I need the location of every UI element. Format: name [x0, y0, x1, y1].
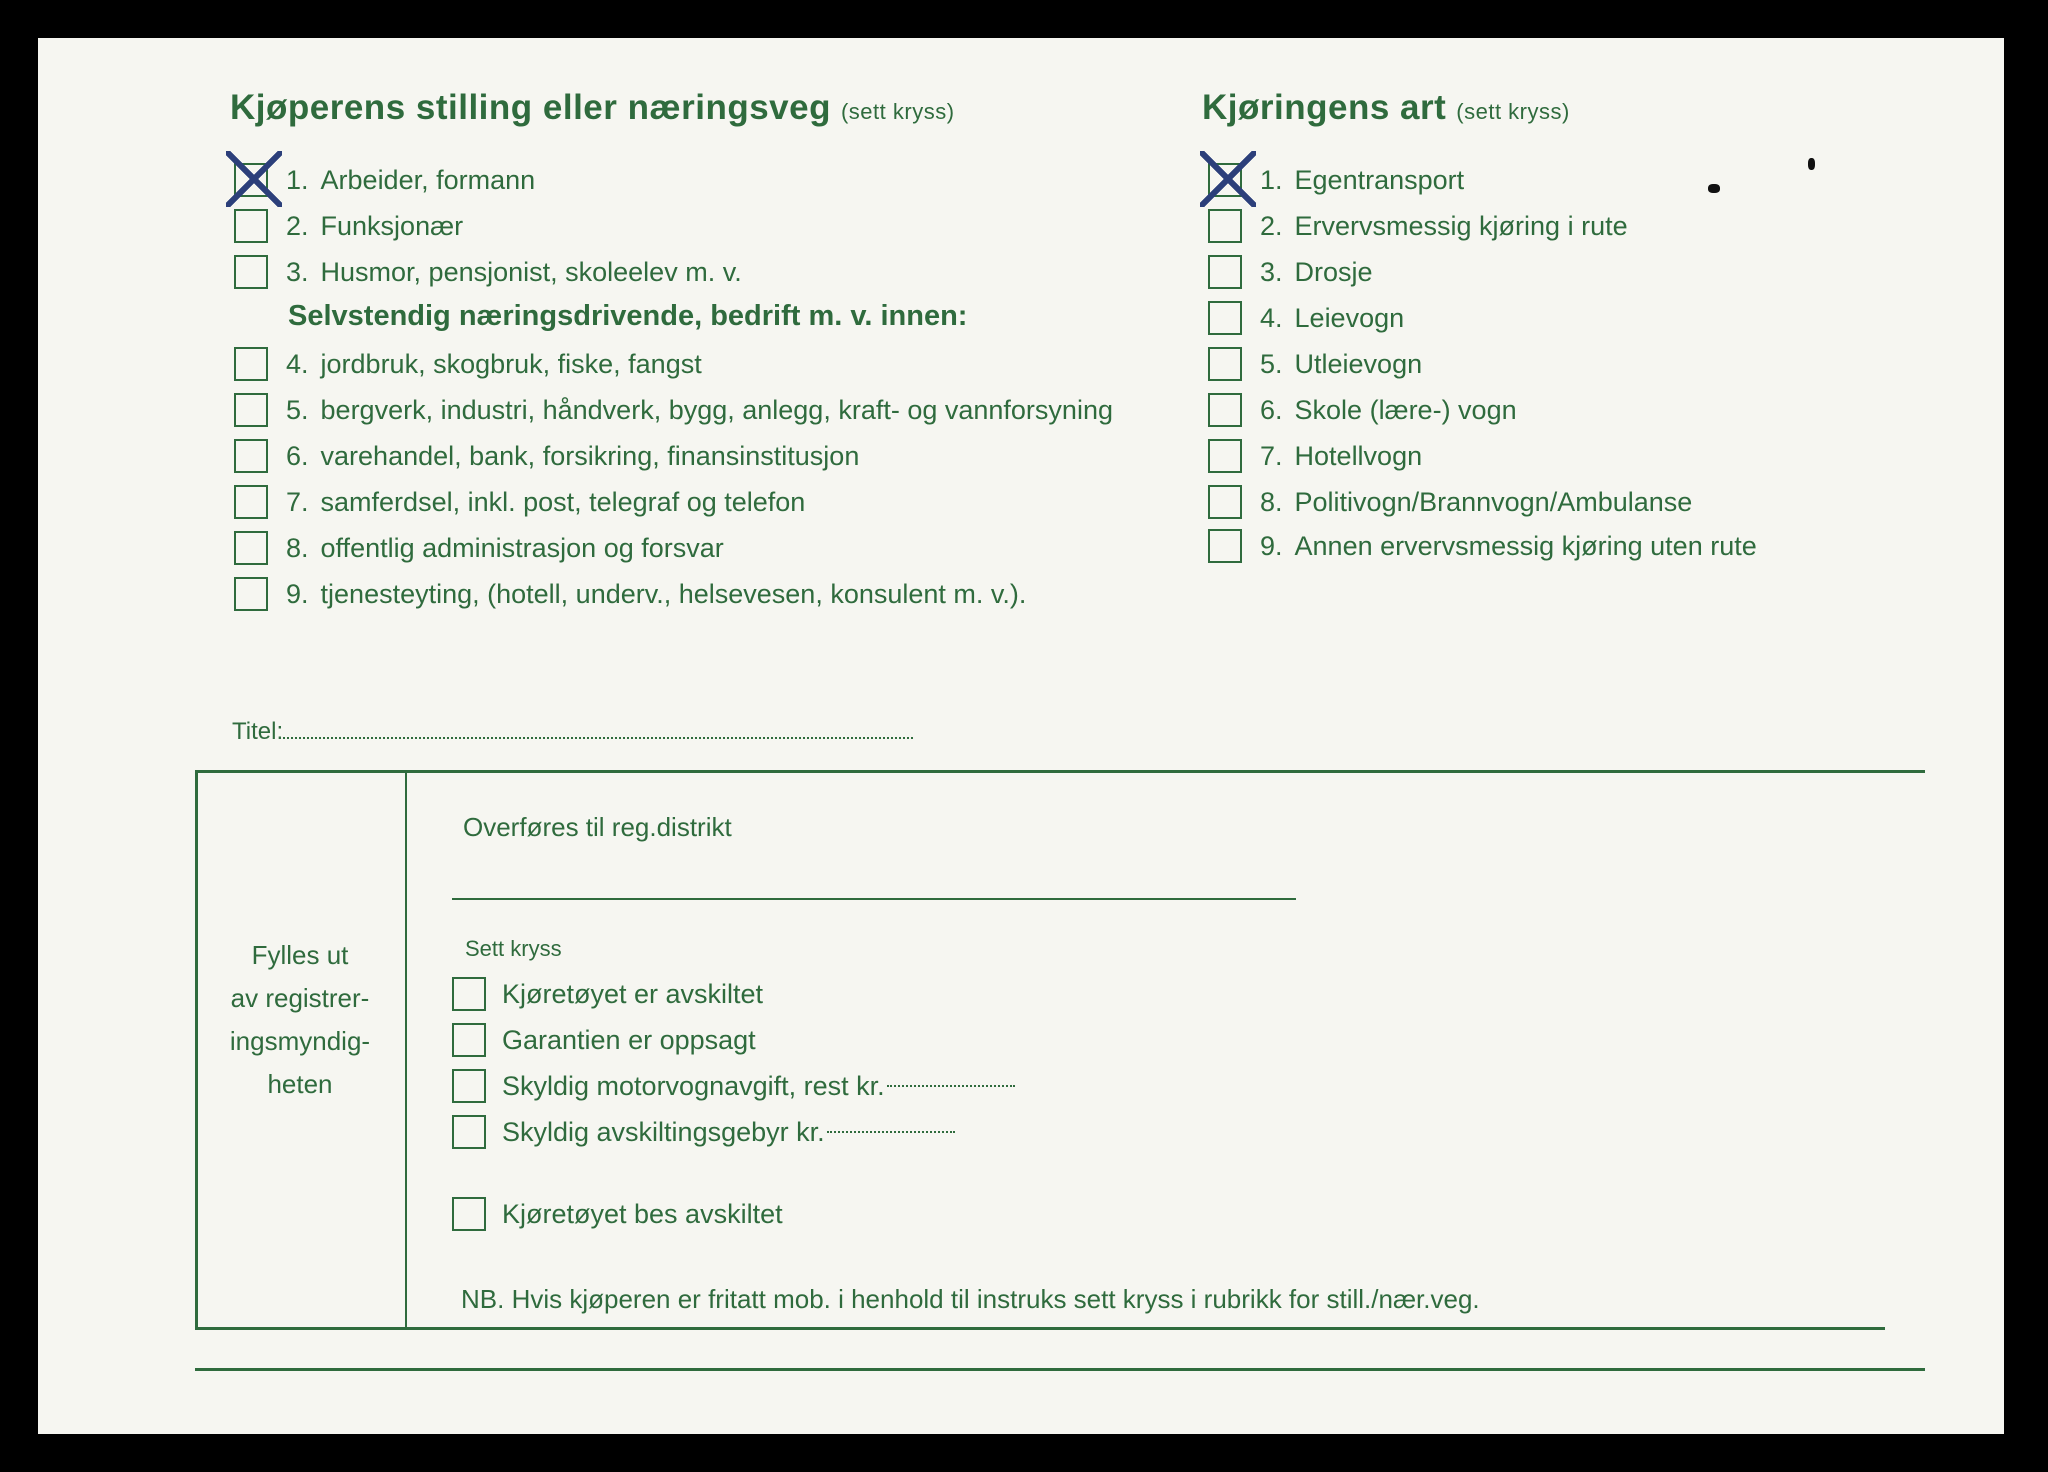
driving-option-1[interactable]	[1208, 160, 1464, 200]
checkbox[interactable]	[1208, 301, 1242, 335]
title-field[interactable]	[232, 718, 913, 746]
amount-dotted-line[interactable]	[887, 1085, 1015, 1087]
label-line: heten	[267, 1069, 333, 1099]
frame-divider	[405, 773, 407, 1328]
checkbox[interactable]	[234, 347, 268, 381]
option-number: 7.	[286, 486, 309, 517]
option-label: Kjøretøyet er avskiltet	[502, 978, 764, 1009]
buyer-option-2[interactable]	[234, 206, 463, 246]
driving-option-5[interactable]	[1208, 344, 1422, 384]
option-number: 6.	[286, 440, 309, 471]
option-label: Husmor, pensjonist, skoleelev m. v.	[320, 256, 742, 287]
driving-option-7[interactable]	[1208, 436, 1422, 476]
checkbox[interactable]	[452, 1197, 486, 1231]
checkbox[interactable]	[234, 577, 268, 611]
nb-note: NB. Hvis kjøperen er fritatt mob. i henhold til instruks sett kryss i rubrikk for still./nær.veg.	[461, 1284, 1480, 1314]
option-label: Kjøretøyet bes avskiltet	[502, 1198, 783, 1229]
checkbox[interactable]	[1208, 255, 1242, 289]
option-label: Politivogn/Brannvogn/Ambulanse	[1294, 486, 1693, 517]
option-number: 4.	[286, 348, 309, 379]
driving-option-2[interactable]	[1208, 206, 1628, 246]
checkbox[interactable]	[234, 209, 268, 243]
checkbox[interactable]	[452, 977, 486, 1011]
option-number: 6.	[1260, 394, 1283, 425]
checkbox[interactable]	[1208, 347, 1242, 381]
label-line: Fylles ut	[251, 940, 349, 970]
driving-option-9[interactable]	[1208, 526, 1757, 566]
checkbox[interactable]	[1208, 209, 1242, 243]
checkbox[interactable]	[234, 255, 268, 289]
option-label: bergverk, industri, håndverk, bygg, anlegg, kraft- og vannforsyning	[320, 394, 1113, 425]
buyer-option-3[interactable]	[234, 252, 742, 292]
registration-authority-box	[195, 770, 1885, 1330]
guarantee-cancelled-option[interactable]	[452, 1020, 756, 1060]
buyer-option-7[interactable]	[234, 482, 805, 522]
driving-option-3[interactable]	[1208, 252, 1373, 292]
option-number: 3.	[286, 256, 309, 287]
option-label: varehandel, bank, forsikring, finansinstitusjon	[320, 440, 860, 471]
label-line: ingsmyndig-	[229, 1026, 371, 1056]
checkbox[interactable]	[1208, 393, 1242, 427]
ink-speck	[1708, 184, 1720, 193]
vehicle-requested-plates-removed-option[interactable]	[452, 1194, 783, 1234]
option-label: Ervervsmessig kjøring i rute	[1294, 210, 1628, 241]
option-number: 8.	[286, 532, 309, 563]
option-label: Drosje	[1294, 256, 1373, 287]
registration-authority-label	[200, 934, 400, 1106]
buyer-option-8[interactable]	[234, 528, 724, 568]
checkbox[interactable]	[234, 393, 268, 427]
option-label: tjenesteyting, (hotell, underv., helsevesen, konsulent m. v.).	[320, 578, 1027, 609]
option-label: Egentransport	[1294, 164, 1465, 195]
driving-type-heading: Kjøringens art (sett kryss)	[1202, 88, 1570, 127]
option-number: 2.	[1260, 210, 1283, 241]
option-number: 5.	[286, 394, 309, 425]
driving-option-8[interactable]	[1208, 482, 1692, 522]
buyer-option-9[interactable]	[234, 574, 1026, 614]
checkbox[interactable]	[234, 439, 268, 473]
option-label: Garantien er oppsagt	[502, 1024, 756, 1055]
option-label: samferdsel, inkl. post, telegraf og telefon	[320, 486, 806, 517]
checkbox[interactable]	[1208, 485, 1242, 519]
checkbox[interactable]	[452, 1023, 486, 1057]
option-label: Utleievogn	[1294, 348, 1423, 379]
checkbox[interactable]	[1208, 529, 1242, 563]
buyer-option-6[interactable]	[234, 436, 859, 476]
buyer-option-5[interactable]	[234, 390, 1113, 430]
checkbox[interactable]	[234, 531, 268, 565]
option-label: Hotellvogn	[1294, 440, 1423, 471]
buyer-heading-note: (sett kryss)	[840, 99, 955, 124]
option-label: jordbruk, skogbruk, fiske, fangst	[320, 348, 702, 379]
option-number: 1.	[1260, 164, 1283, 195]
checkbox-checked[interactable]	[234, 163, 268, 197]
checkbox[interactable]	[234, 485, 268, 519]
label-line: av registrer-	[230, 983, 370, 1013]
option-number: 5.	[1260, 348, 1283, 379]
driving-heading-note: (sett kryss)	[1456, 99, 1570, 124]
option-number: 9.	[1260, 530, 1283, 561]
checkbox[interactable]	[452, 1115, 486, 1149]
ink-speck	[1808, 158, 1815, 170]
owed-vehicle-tax-option[interactable]	[452, 1066, 1015, 1106]
option-number: 1.	[286, 164, 309, 195]
self-employed-subheading: Selvstendig næringsdrivende, bedrift m. v. innen:	[288, 300, 968, 332]
option-label: Leievogn	[1294, 302, 1405, 333]
buyer-option-1[interactable]	[234, 160, 535, 200]
option-label: Skyldig motorvognavgift, rest kr.	[502, 1070, 885, 1101]
owed-plate-fee-option[interactable]	[452, 1112, 955, 1152]
option-number: 8.	[1260, 486, 1283, 517]
option-label: offentlig administrasjon og forsvar	[320, 532, 724, 563]
option-label: Arbeider, formann	[320, 164, 536, 195]
option-label: Annen ervervsmessig kjøring uten rute	[1294, 530, 1757, 561]
checkbox[interactable]	[1208, 439, 1242, 473]
buyer-occupation-heading: Kjøperens stilling eller næringsveg (sett kryss)	[230, 88, 955, 127]
driving-option-6[interactable]	[1208, 390, 1517, 430]
buyer-option-4[interactable]	[234, 344, 702, 384]
transfer-district-line[interactable]	[452, 898, 1296, 900]
option-number: 7.	[1260, 440, 1283, 471]
checkbox-checked[interactable]	[1208, 163, 1242, 197]
option-number: 3.	[1260, 256, 1283, 287]
set-cross-label: Sett kryss	[465, 936, 562, 961]
option-number: 4.	[1260, 302, 1283, 333]
frame-top-rule-end	[1885, 770, 1925, 773]
driving-option-4[interactable]	[1208, 298, 1404, 338]
amount-dotted-line[interactable]	[827, 1131, 955, 1133]
frame-bottom-rule	[195, 1368, 1925, 1371]
title-label: Titel:	[232, 718, 284, 745]
title-dotted-line[interactable]	[283, 737, 913, 739]
option-number: 9.	[286, 578, 309, 609]
option-number: 2.	[286, 210, 309, 241]
option-label: Funksjonær	[320, 210, 464, 241]
option-label: Skyldig avskiltingsgebyr kr.	[502, 1116, 825, 1147]
transfer-district-label: Overføres til reg.distrikt	[463, 812, 732, 842]
vehicle-plates-removed-option[interactable]	[452, 974, 763, 1014]
checkbox[interactable]	[452, 1069, 486, 1103]
option-label: Skole (lære-) vogn	[1294, 394, 1517, 425]
